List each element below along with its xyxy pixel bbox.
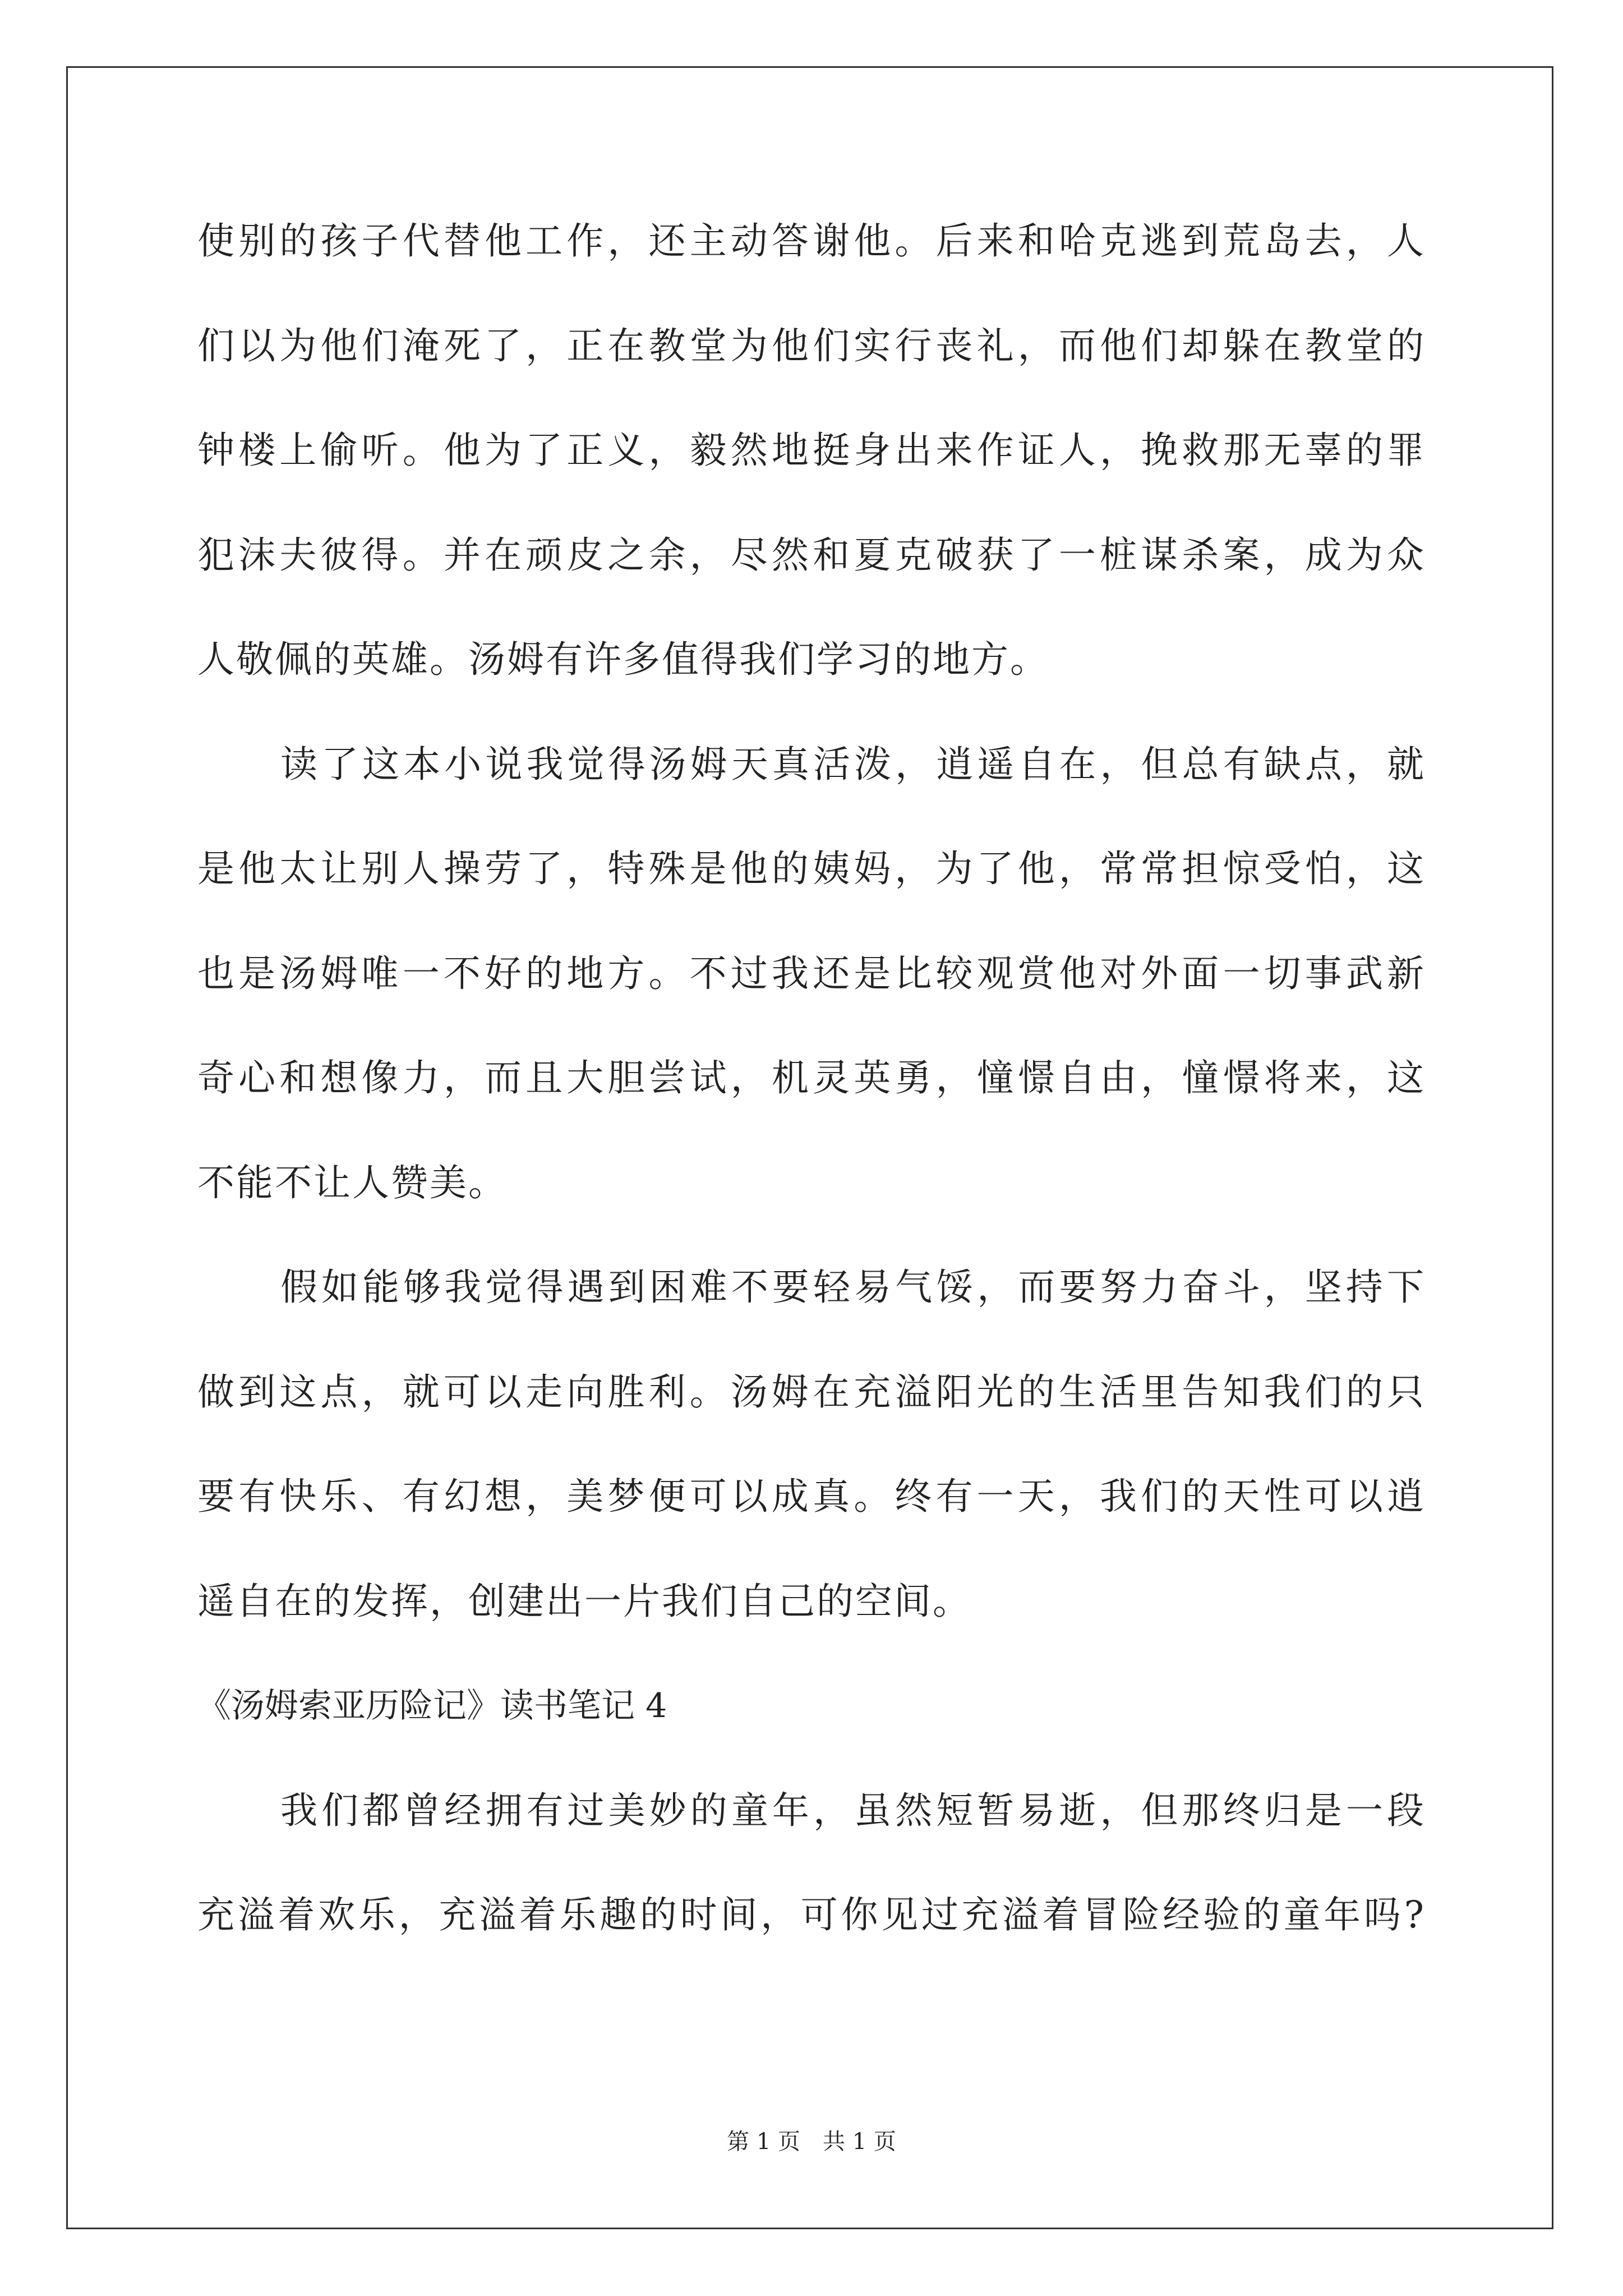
section-heading: 《汤姆索亚历险记》读书笔记 4: [197, 1686, 667, 1726]
text-line: 做到这点，就可以走向胜利。汤姆在充溢阳光的生活里告知我们的只: [197, 1370, 1426, 1414]
text-line-paragraph-start: 假如能够我觉得遇到困难不要轻易气馁，而要努力奋斗，坚持下: [280, 1266, 1426, 1309]
document-body: [197, 208, 1426, 1986]
text-line: 使别的孩子代替他工作，还主动答谢他。后来和哈克逃到荒岛去，人: [197, 219, 1426, 263]
text-line: 奇心和想像力，而且大胆尝试，机灵英勇，憧憬自由，憧憬将来，这: [197, 1056, 1426, 1099]
text-line: 充溢着欢乐，充溢着乐趣的时间，可你见过充溢着冒险经验的童年吗?: [197, 1893, 1426, 1936]
page-footer: 第 1 页 共 1 页: [727, 2129, 896, 2155]
text-line: 要有快乐、有幻想，美梦便可以成真。终有一天，我们的天性可以逍: [197, 1475, 1426, 1518]
text-line: 钟楼上偷听。他为了正义，毅然地挺身出来作证人，挽救那无辜的罪: [197, 429, 1426, 472]
text-line-paragraph-start: 我们都曾经拥有过美妙的童年，虽然短暂易逝，但那终归是一段: [280, 1788, 1426, 1832]
text-line: 犯沫夫彼得。并在顽皮之余，尽然和夏克破获了一桩谋杀案，成为众: [197, 533, 1426, 577]
text-line: 遥自在的发挥，创建出一片我们自己的空间。: [197, 1579, 971, 1623]
text-line: 不能不让人赞美。: [197, 1161, 507, 1204]
text-line: 是他太让别人操劳了，特殊是他的姨妈，为了他，常常担惊受怕，这: [197, 847, 1426, 890]
text-line: 也是汤姆唯一不好的地方。不过我还是比较观赏他对外面一切事武新: [197, 951, 1426, 995]
text-line-paragraph-start: 读了这本小说我觉得汤姆天真活泼，逍遥自在，但总有缺点，就: [280, 742, 1426, 786]
text-line: 们以为他们淹死了，正在教堂为他们实行丧礼，而他们却躲在教堂的: [197, 324, 1426, 367]
text-line: 人敬佩的英雄。汤姆有许多值得我们学习的地方。: [197, 638, 1049, 681]
